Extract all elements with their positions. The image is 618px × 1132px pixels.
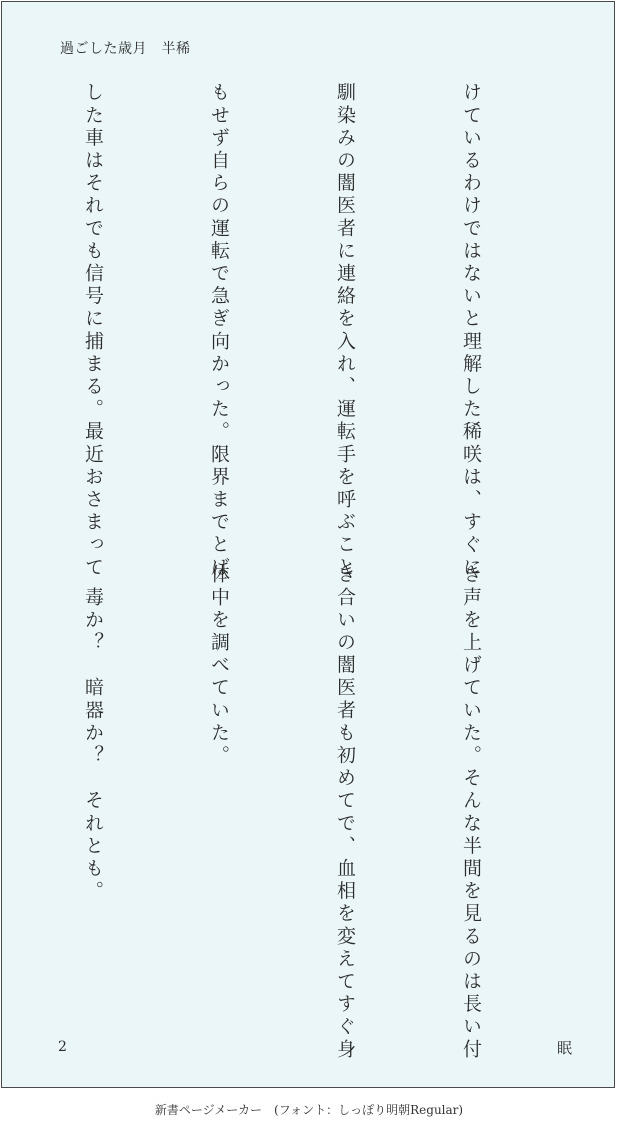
- text-block-bottom: [54, 564, 576, 1062]
- text-block-top: [54, 82, 576, 580]
- text-line: けているわけではないと理解した稀咲は、すぐに: [460, 82, 482, 580]
- text-line: もせず自らの運転で急ぎ向かった。限界までとば: [208, 82, 230, 580]
- text-line: 馴染みの闇医者に連絡を入れ、運転手を呼ぶこと: [334, 82, 356, 580]
- page-header: 過ごした歳月 半稀: [60, 41, 191, 57]
- book-page: [1, 1, 615, 1088]
- footer-mark: 眠: [556, 1039, 572, 1057]
- text-line: 毒か？ 暗器か？ それとも。: [82, 564, 104, 903]
- text-line: き合いの闇医者も初めてで、血相を変えてすぐ身: [334, 564, 356, 1062]
- page-number: 2: [58, 1039, 67, 1055]
- text-line: き声を上げていた。そんな半間を見るのは長い付: [460, 564, 482, 1062]
- generator-caption: 新書ページメーカー (フォント：しっぽり明朝Regular): [154, 1103, 464, 1117]
- text-line: 体中を調べていた。: [208, 564, 230, 768]
- text-line: した車はそれでも信号に捕まる。最近おさまって: [82, 82, 104, 580]
